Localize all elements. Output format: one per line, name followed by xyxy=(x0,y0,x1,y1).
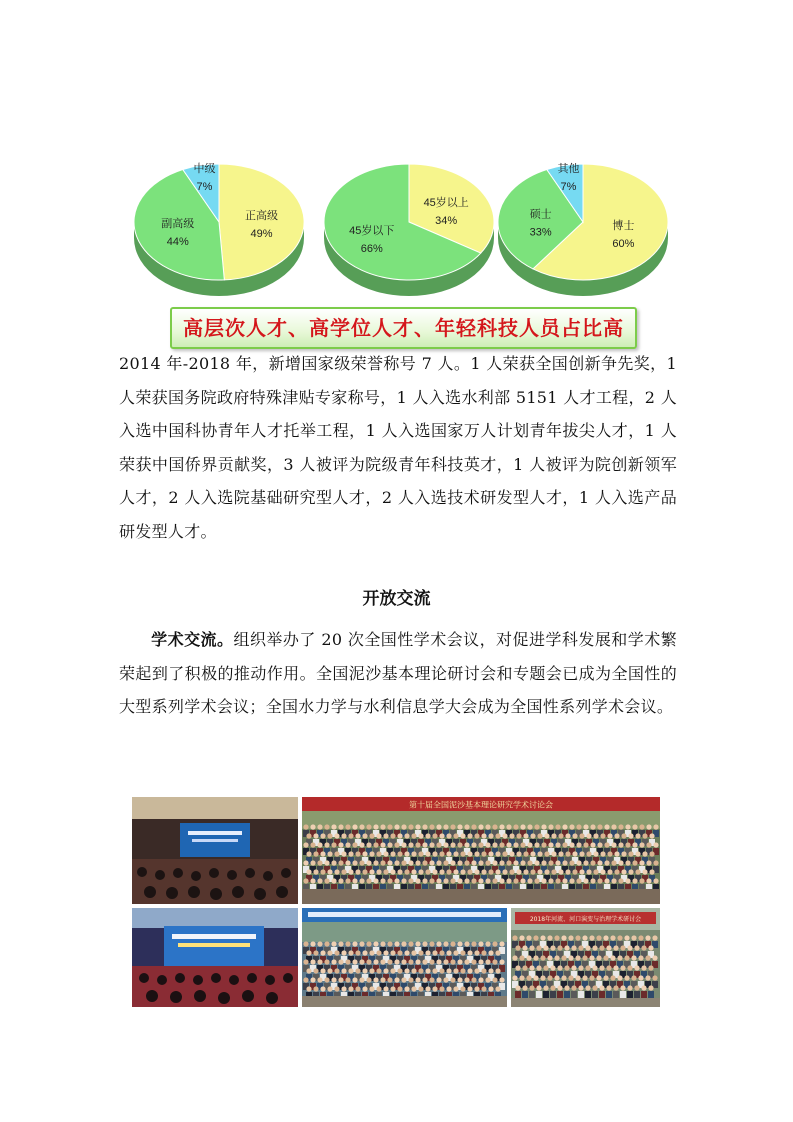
photo-group-3 xyxy=(511,908,660,1007)
photo-group-2 xyxy=(302,908,507,1007)
pie-chart-title-level xyxy=(130,160,308,300)
pie-slice-value: 7% xyxy=(560,180,577,193)
academic-exchange-paragraph xyxy=(119,623,677,724)
highlight-banner: 高层次人才、高学位人才、年轻科技人员占比高 xyxy=(170,307,637,349)
pie-slice-value: 66% xyxy=(360,243,383,255)
photo-group-1 xyxy=(302,797,660,904)
pie-slice-label: 45岁以上 xyxy=(423,197,469,209)
paragraph-lead: 学术交流。 xyxy=(151,630,234,649)
pie-slice-value: 49% xyxy=(250,228,273,241)
section-heading: 开放交流 xyxy=(362,589,431,609)
pie-slice-value: 33% xyxy=(529,226,552,239)
pie-slice-label: 博士 xyxy=(612,220,635,232)
pie-slice-label: 副高级 xyxy=(161,218,195,231)
pie-slice-label: 正高级 xyxy=(245,210,278,223)
pie-slice-label: 硕士 xyxy=(529,208,552,221)
pie-chart-age xyxy=(320,160,498,300)
pie-slice-value: 44% xyxy=(166,236,189,249)
paragraph-body: 组织举办了 20 次全国性学术会议，对促进学科发展和学术繁荣起到了积极的推动作用。全国泥沙基本理论研讨会和专题会已成为全国性的大型系列学术会议；全国水力学与水利信息学大会成为全国性系列学术会议。 xyxy=(119,630,677,716)
photo-conference-hall-1 xyxy=(132,797,298,904)
group-banner-text-3: 2018年河流、河口演变与治理学术研讨会 xyxy=(529,916,642,923)
pie-slice-label: 其他 xyxy=(557,162,580,175)
honors-paragraph: 2014 年-2018 年，新增国家级荣誉称号 7 人。1 人荣获全国创新争先奖，1 人荣获国务院政府特殊津贴专家称号，1 人入选水利部 5151 人才工程，2 人入选中国科协青年人才托举工程，1 人入选国家万人计划青年拔尖人才，1 人荣获中国侨界贡献奖，3 人被评为院级青年科技英才，1 人被评为院创新领军人才，2 人入选院基础研究型人才，2 人入选技术研发型人才，1 人入选产品研发型人才。 xyxy=(119,354,677,541)
pie-charts xyxy=(130,160,670,300)
pie-slice-value: 34% xyxy=(435,215,458,227)
group-banner-text-1: 第十届全国泥沙基本理论研究学术讨论会 xyxy=(409,800,553,810)
pie-chart-degree xyxy=(494,160,672,300)
photo-conference-hall-2 xyxy=(132,908,298,1007)
pie-slice-value: 7% xyxy=(196,180,213,193)
pie-slice-label: 45岁以下 xyxy=(349,225,395,237)
pie-slice-value: 60% xyxy=(612,238,635,250)
pie-slice-label: 中级 xyxy=(193,162,216,175)
